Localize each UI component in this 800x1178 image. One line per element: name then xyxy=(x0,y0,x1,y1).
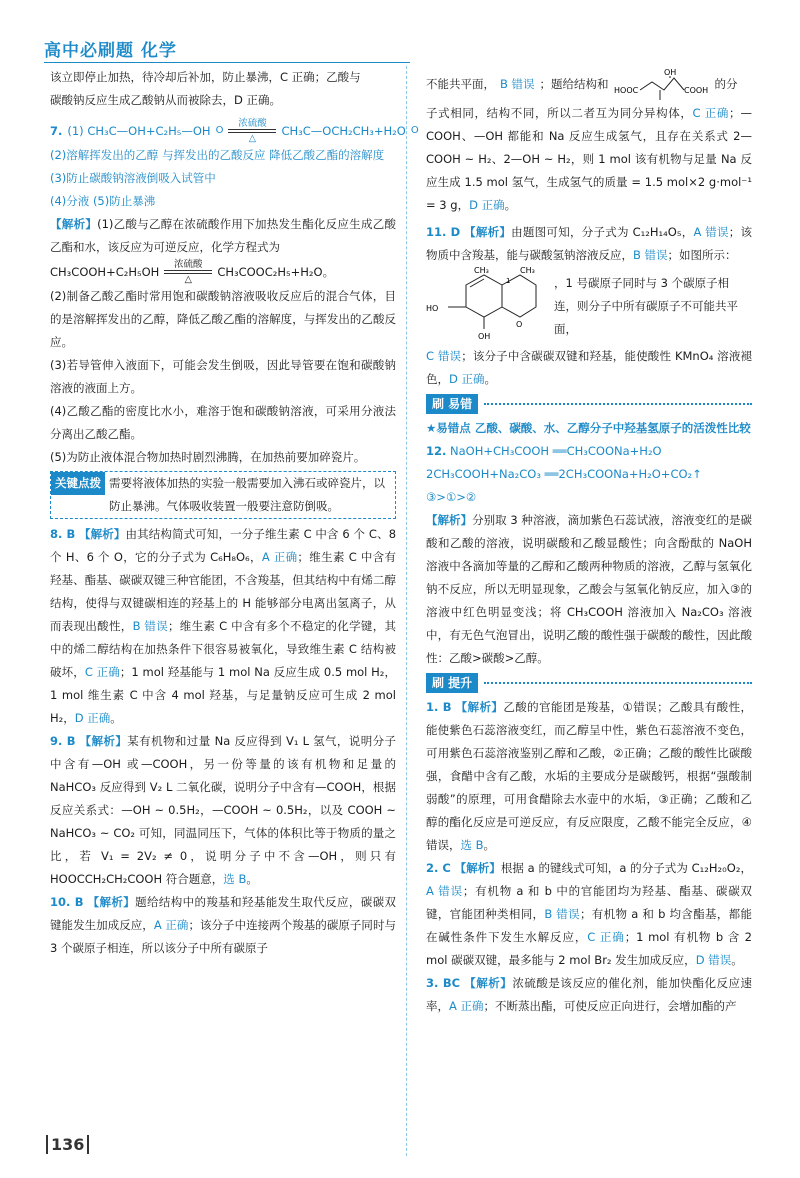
q7-reactants: (1) CH₃C—OH+C₂H₅—OH xyxy=(67,123,211,138)
hydroxy-acid-structure xyxy=(614,66,710,102)
q12-order: ③>①>② xyxy=(426,490,477,504)
header-rule xyxy=(44,62,410,63)
q10-answer: 10. B 【解析】题给结构中的羧基和羟基能发生取代反应，碳碳双键能发生加成反应，A 正确；该分子中连接两个羧基的碳原子同时与 3 个碳原子相连，所以该分子中所有碳原子 xyxy=(50,895,397,955)
error-point-title: ★易错点 乙酸、碳酸、水、乙醇分子中羟基氢原子的活泼性比较 xyxy=(426,421,751,435)
key-point-box xyxy=(50,471,396,519)
question-number: 7. xyxy=(50,123,63,138)
answer-line: (2)溶解挥发出的乙醇 与挥发出的乙酸反应 降低乙酸乙酯的溶解度 xyxy=(50,148,385,162)
section-tag: 刷 提升 xyxy=(426,673,478,693)
benzopyran-structure xyxy=(426,267,546,345)
ring-o-label: O xyxy=(516,320,523,329)
q10-continued: 子式相同，结构不同，所以二者互为同分异构体，C 正确；—COOH、—OH 都能和 Na 反应生成氢气，且存在关系式 2—COOH ~ H₂、2—OH ~ H₂，则 1 mol 该有机物与足量 Na 反应生成 1.5 mol 氢气，生成氢气的质量 = 1.5 mol×2 g·mol⁻¹ = 3 g，D 正确。 xyxy=(426,106,753,212)
analysis-paragraph: (3)若导管伸入液面下，可能会发生倒吸，因此导管要在饱和碳酸钠溶液的液面上方。 xyxy=(50,358,396,395)
q8-answer: 8. B 【解析】由其结构简式可知，一分子维生素 C 中含 6 个 C、8 个 H、6 个 O，它的分子式为 C₆H₈O₆，A 正确；维生素 C 中含有羟基、酯基、碳碳双键三种官能团，不含羧基，但其结构中有烯二醇结构，使得与双键碳相连的羟基上的 H 能够部分电离出氢离子，从而表现出酸性，B 错误；维生素 C 中含有多个不稳定的化学键，其中的烯二醇结构在加热条件下很容易被氧化，导致维生素 C 结构被破坏，C 正确；1 mol 羟基能与 1 mol Na 反应生成 0.5 mol H₂，1 mol 维生素 C 中含 4 mol 羟基，与足量钠反应可生成 2 mol H₂，D 正确。 xyxy=(50,527,397,725)
arrow-condition-top: 浓硫酸 xyxy=(238,118,267,129)
arrow-condition-bottom: △ xyxy=(248,133,257,144)
section-improve xyxy=(426,673,752,693)
reaction-arrow xyxy=(228,118,276,144)
carbonyl-o-mark: O xyxy=(410,125,419,136)
left-column xyxy=(50,66,419,960)
analysis-paragraph: 【解析】(1)乙酸与乙醇在浓硫酸作用下加热发生酯化反应生成乙酸乙酯和水，该反应为可逆反应，化学方程式为 xyxy=(50,217,396,254)
analysis-paragraph: (4)乙酸乙酯的密度比水小，难溶于饱和碳酸钠溶液，可采用分液法分离出乙酸乙酯。 xyxy=(50,404,396,441)
oh-label: OH xyxy=(663,68,676,77)
page-header-title: 高中必刷题 化学 xyxy=(44,41,177,61)
answer-line: (4)分液 (5)防止暴沸 xyxy=(50,194,156,208)
ho-label: HO xyxy=(426,304,439,313)
right-column xyxy=(426,66,752,1018)
key-point-label: 关键点拨 xyxy=(51,472,105,495)
p1-answer: 1. B 【解析】乙酸的官能团是羧基，①错误；乙酸具有酸性，能使紫色石蕊溶液变红，而乙醇呈中性，紫色石蕊溶液不变色，可用紫色石蕊溶液鉴别乙醇和乙酸，②正确；乙酸的酸性比碳酸强，食醋中含有乙酸，水垢的主要成分是碳酸钙，根据“强酸制弱酸”的原理，可用食醋除去水壶中的水垢，③正确；乙酸和乙醇的酯化反应是可逆反应，有反应限度，乙酸不能完全反应，④错误，选 B。 xyxy=(426,700,753,852)
ch3-label: CH₃ xyxy=(474,267,489,275)
q11-continued: C 错误；该分子中含碳碳双键和羟基，能使酸性 KMnO₄ 溶液褪色，D 正确。 xyxy=(426,349,752,386)
text-line: 碳酸钠反应生成乙酸钠从而被除去，D 正确。 xyxy=(50,93,282,107)
q11-structure-text: ，1 号碳原子同时与 3 个碳原子相连，则分子中所有碳原子不可能共平面， xyxy=(554,275,738,336)
analysis-paragraph: (5)为防止液体混合物加热时剧烈沸腾，在加热前要加碎瓷片。 xyxy=(50,450,366,464)
oh-label: OH xyxy=(478,332,491,341)
page-number: 136 xyxy=(46,1135,89,1154)
q12-equation: 12. NaOH+CH₃COOH ══CH₃COONa+H₂O xyxy=(426,444,662,458)
column-divider xyxy=(406,66,407,1156)
q12-equation: 2CH₃COOH+Na₂CO₃ ══2CH₃COONa+H₂O+CO₂↑ xyxy=(426,467,702,481)
q7-equation-2: CH₃COOH+C₂H₅OH 浓硫酸 △ CH₃COOC₂H₅+H₂O。 xyxy=(50,259,335,285)
p2-answer: 2. C 【解析】根据 a 的键线式可知，a 的分子式为 C₁₂H₂₀O₂，A 错误；有机物 a 和 b 中的官能团均为羟基、酯基、碳碳双键，官能团种类相同，B 错误；有机物 a 和 b 均含酯基，都能在碱性条件下发生水解反应，C 正确；1 mol 有机物 b 含 2 mol 碳碳双键，最多能与 2 mol Br₂ 发生加成反应，D 错误。 xyxy=(426,861,753,967)
reaction-arrow: 浓硫酸 △ xyxy=(164,259,212,285)
q11-structure-row xyxy=(426,267,752,345)
q7-products: CH₃C—OCH₂CH₃+H₂O xyxy=(281,123,406,138)
section-tag: 刷 易错 xyxy=(426,394,478,414)
carbonyl-o-mark: O xyxy=(215,125,224,136)
structure-line: 不能共平面， B 错误 ；题给结构和 OH HOOC COOH 的分 xyxy=(426,66,752,102)
cooh-label: COOH xyxy=(683,86,708,95)
ch3-label: CH₃ xyxy=(520,267,535,275)
analysis-paragraph: (2)制备乙酸乙酯时常用饱和碳酸钠溶液吸收反应后的混合气体，目的是溶解挥发出的乙醇，降低乙酸乙酯的溶解度，与挥发出的乙酸反应。 xyxy=(50,289,396,349)
p3-answer: 3. BC 【解析】浓硫酸是该反应的催化剂，能加快酯化反应速率，A 正确；不断蒸出酯，可使反应正向进行，会增加酯的产 xyxy=(426,976,753,1013)
key-point-text: 需要将液体加热的实验一般需要加入沸石或碎瓷片，以防止暴沸。气体吸收装置一般要注意防倒吸。 xyxy=(109,476,385,513)
q7-equation xyxy=(50,118,419,144)
text-line: 该立即停止加热，待冷却后补加，防止暴沸，C 正确；乙酸与 xyxy=(50,70,361,84)
carbon-number-label: 1 xyxy=(506,277,511,285)
q11-answer: 11. D 【解析】由题图可知，分子式为 C₁₂H₁₄O₅，A 错误；该物质中含羧基，能与碳酸氢钠溶液反应，B 错误；如图所示： xyxy=(426,225,753,262)
answer-line: (3)防止碳酸钠溶液倒吸入试管中 xyxy=(50,171,216,185)
section-error-prone xyxy=(426,394,752,414)
hooc-label: HOOC xyxy=(613,86,638,95)
q9-answer: 9. B 【解析】某有机物和过量 Na 反应得到 V₁ L 氢气，说明分子中含有—OH 或—COOH，另一份等量的该有机物和足量的 NaHCO₃ 反应得到 V₂ L 二氧化碳，说明分子中含有—COOH，根据反应关系式：—OH ~ 0.5H₂，—COOH ~ 0.5H₂，以及 COOH ~ NaHCO₃ ~ CO₂ 可知，同温同压下，气体的体积比等于物质的量之比，若 V₁ = 2V₂ ≠ 0，说明分子中不含—OH，则只有 HOOCCH₂CH₂COOH 符合题意，选 B。 xyxy=(50,734,397,886)
q12-analysis: 【解析】分别取 3 种溶液，滴加紫色石蕊试液，溶液变红的是碳酸和乙酸的溶液，说明碳酸和乙酸显酸性；向含酚酞的 NaOH 溶液中各滴加等量的乙醇和乙酸两种物质的溶液，乙醇与氢氧化钠不反应，所以无明显现象，乙酸会与氢氧化钠反应，加入③的溶液中红色明显变浅；将 CH₃COOH 溶液加入 Na₂CO₃ 溶液中，有无色气泡冒出，说明乙酸的酸性强于碳酸的酸性，因此酸性：乙酸>碳酸>乙醇。 xyxy=(426,513,752,665)
